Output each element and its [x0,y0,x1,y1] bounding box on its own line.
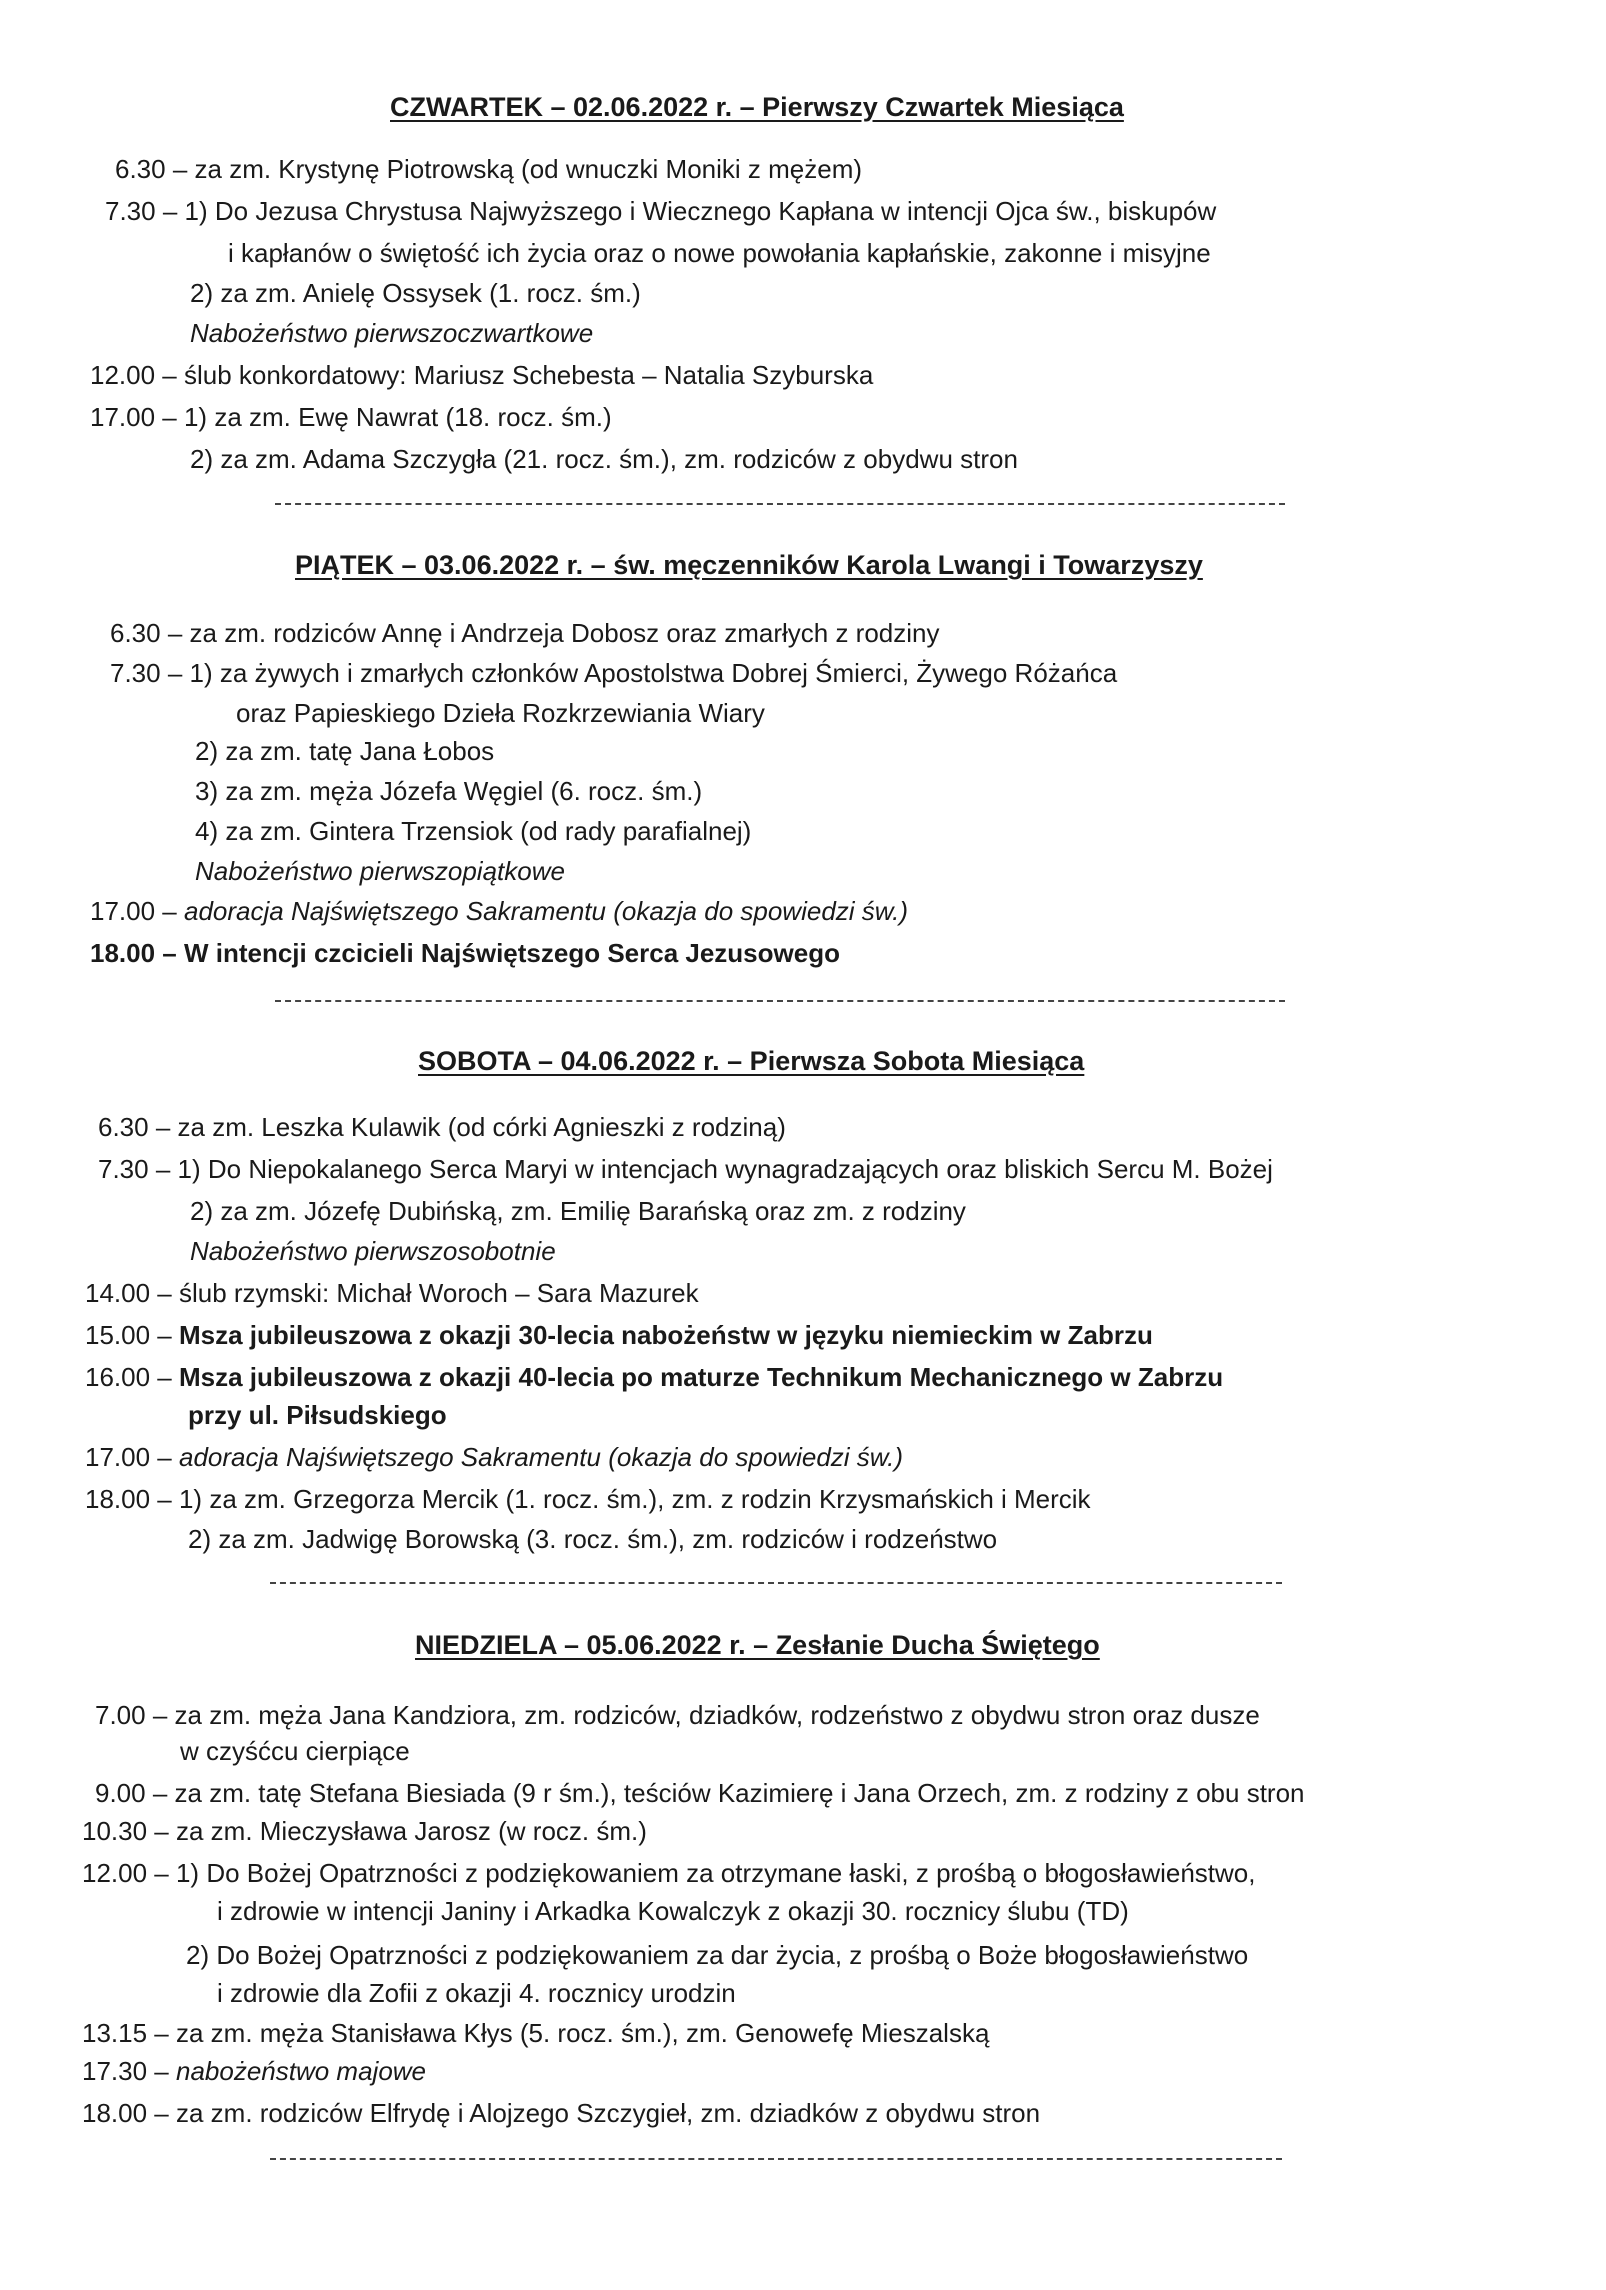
mass-line: 18.00 – 1) za zm. Grzegorza Mercik (1. rocz. śm.), zm. z rodzin Krzysmańskich i Mercik [85,1484,1091,1514]
mass-line: 14.00 – ślub rzymski: Michał Woroch – Sara Mazurek [85,1278,699,1308]
mass-line-continuation: i zdrowie dla Zofii z okazji 4. rocznicy urodzin [217,1978,736,2008]
mass-line: 10.30 – za zm. Mieczysława Jarosz (w rocz. śm.) [82,1816,647,1846]
mass-line-bold: 18.00 – W intencji czcicieli Najświętszego Serca Jezusowego [90,938,840,968]
mass-time: 15.00 – [85,1320,172,1350]
mass-line [85,1360,1223,1394]
mass-line [90,894,908,928]
mass-time: 16.00 – [85,1362,172,1392]
mass-line: 7.30 – 1) Do Jezusa Chrystusa Najwyższego i Wiecznego Kapłana w intencji Ojca św., biskupów [105,196,1217,226]
mass-line: 12.00 – 1) Do Bożej Opatrzności z podziękowaniem za otrzymane łaski, z prośbą o błogosławieństwo, [82,1858,1256,1888]
service-text: nabożeństwo majowe [175,2056,427,2086]
mass-line: 9.00 – za zm. tatę Stefana Biesiada (9 r śm.), teściów Kazimierę i Jana Orzech, zm. z rodziny z obu stron [95,1778,1305,1808]
mass-line-continuation: przy ul. Piłsudskiego [188,1400,447,1430]
mass-time: 17.30 – [82,2056,169,2086]
mass-line: 18.00 – za zm. rodziców Elfrydę i Alojzego Szczygieł, zm. dziadków z obydwu stron [82,2098,1041,2128]
section-heading-czwartek: CZWARTEK – 02.06.2022 r. – Pierwszy Czwartek Miesiąca [390,92,1124,122]
mass-line: 7.00 – za zm. męża Jana Kandziora, zm. rodziców, dziadków, rodzeństwo z obydwu stron oraz dusze [95,1700,1260,1730]
mass-line: 2) Do Bożej Opatrzności z podziękowaniem za dar życia, z prośbą o Boże błogosławieństwo [186,1940,1249,1970]
jubilee-mass-text: Msza jubileuszowa z okazji 40-lecia po maturze Technikum Mechanicznego w Zabrzu [178,1362,1224,1392]
section-heading-sobota: SOBOTA – 04.06.2022 r. – Pierwsza Sobota Miesiąca [418,1046,1085,1076]
service-note: Nabożeństwo pierwszoczwartkowe [190,318,594,348]
mass-line: 6.30 – za zm. Krystynę Piotrowską (od wnuczki Moniki z mężem) [115,154,863,184]
mass-line: 13.15 – za zm. męża Stanisława Kłys (5. rocz. śm.), zm. Genowefę Mieszalską [82,2018,990,2048]
mass-line [82,2054,426,2088]
jubilee-mass-text: Msza jubileuszowa z okazji 30-lecia nabożeństw w języku niemieckim w Zabrzu [178,1320,1153,1350]
mass-line-continuation: i kapłanów o świętość ich życia oraz o nowe powołania kapłańskie, zakonne i misyjne [228,238,1211,268]
mass-line-continuation: i zdrowie w intencji Janiny i Arkadka Kowalczyk z okazji 30. rocznicy ślubu (TD) [217,1896,1129,1926]
mass-line: 3) za zm. męża Józefa Węgiel (6. rocz. śm.) [195,776,703,806]
mass-line [85,1318,1153,1352]
mass-line: 17.00 – 1) za zm. Ewę Nawrat (18. rocz. śm.) [90,402,612,432]
mass-line: 12.00 – ślub konkordatowy: Mariusz Schebesta – Natalia Szyburska [90,360,874,390]
mass-line: 7.30 – 1) Do Niepokalanego Serca Maryi w intencjach wynagradzających oraz bliskich Sercu M. Bożej [98,1154,1273,1184]
mass-line: 2) za zm. Anielę Ossysek (1. rocz. śm.) [190,278,641,308]
section-heading-niedziela: NIEDZIELA – 05.06.2022 r. – Zesłanie Ducha Świętego [415,1630,1100,1660]
mass-line: 7.30 – 1) za żywych i zmarłych członków Apostolstwa Dobrej Śmierci, Żywego Różańca [110,658,1118,688]
separator-line [275,503,1285,505]
mass-line: 2) za zm. Jadwigę Borowską (3. rocz. śm.), zm. rodziców i rodzeństwo [188,1524,998,1554]
adoration-text: adoracja Najświętszego Sakramentu (okazja do spowiedzi św.) [178,1442,903,1472]
mass-line: 4) za zm. Gintera Trzensiok (od rady parafialnej) [195,816,752,846]
mass-line [85,1440,903,1474]
separator-line [275,1000,1285,1002]
mass-line: 6.30 – za zm. rodziców Annę i Andrzeja Dobosz oraz zmarłych z rodziny [110,618,940,648]
mass-line-continuation: oraz Papieskiego Dzieła Rozkrzewiania Wiary [236,698,765,728]
mass-line: 2) za zm. Józefę Dubińską, zm. Emilię Barańską oraz zm. z rodziny [190,1196,966,1226]
mass-line: 2) za zm. tatę Jana Łobos [195,736,495,766]
adoration-text: adoracja Najświętszego Sakramentu (okazja do spowiedzi św.) [183,896,908,926]
mass-line: 6.30 – za zm. Leszka Kulawik (od córki Agnieszki z rodziną) [98,1112,786,1142]
section-heading-piatek: PIĄTEK – 03.06.2022 r. – św. męczenników Karola Lwangi i Towarzyszy [295,550,1203,580]
separator-line [270,2158,1282,2160]
mass-time: 17.00 – [90,896,177,926]
service-note: Nabożeństwo pierwszosobotnie [190,1236,556,1266]
mass-line-continuation: w czyśćcu cierpiące [180,1736,410,1766]
separator-line [270,1582,1282,1584]
mass-time: 17.00 – [85,1442,172,1472]
service-note: Nabożeństwo pierwszopiątkowe [195,856,565,886]
mass-line: 2) za zm. Adama Szczygła (21. rocz. śm.), zm. rodziców z obydwu stron [190,444,1018,474]
